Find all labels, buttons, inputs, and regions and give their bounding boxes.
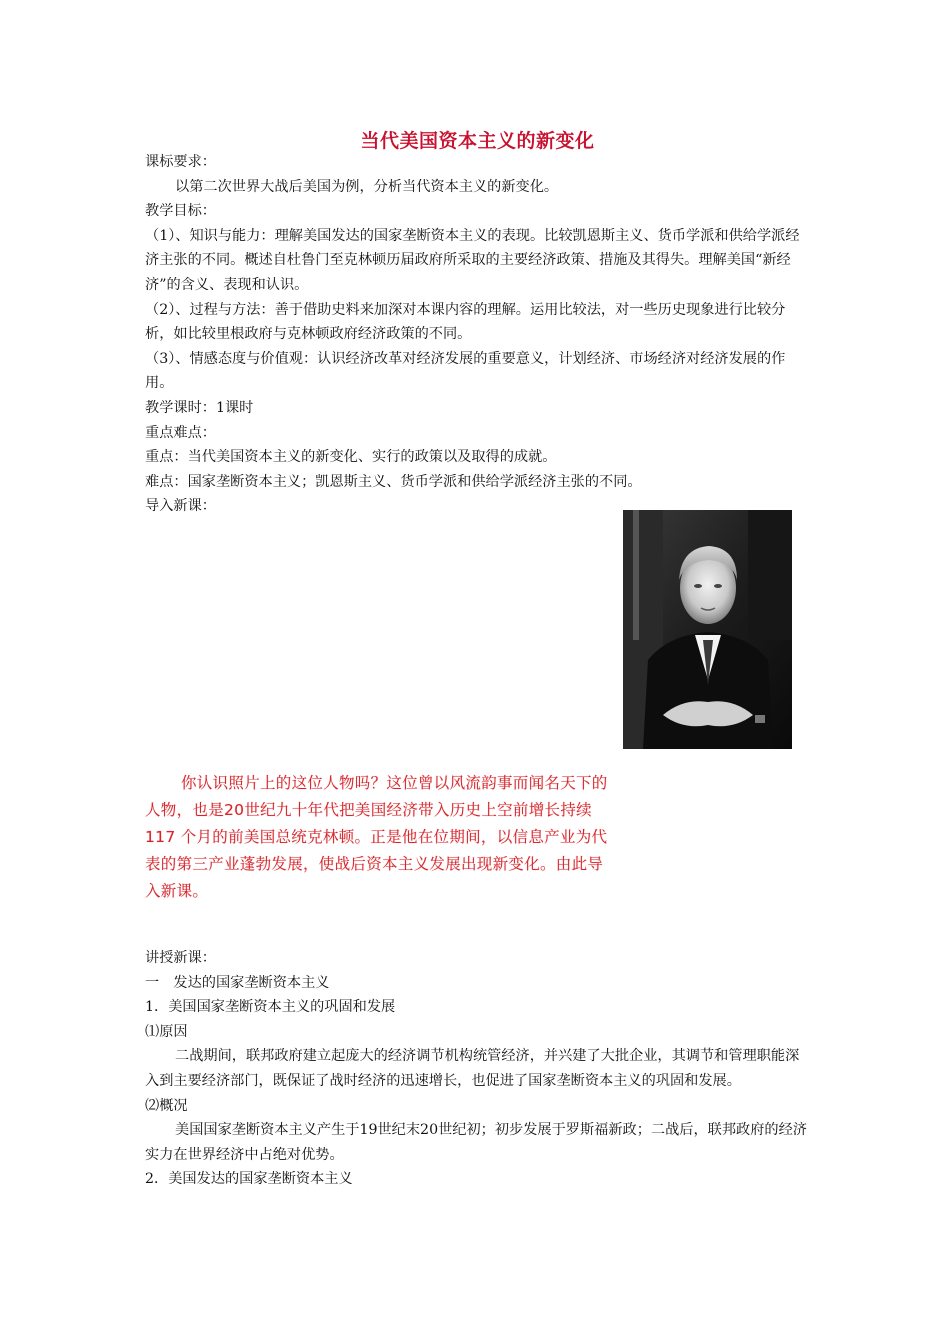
paragraph: ⑴原因 xyxy=(145,1023,188,1040)
paragraph: 导入新课： xyxy=(145,498,216,515)
document-title: 当代美国资本主义的新变化 xyxy=(360,130,595,152)
paragraph: 一 发达的国家垄断资本主义 xyxy=(145,974,330,991)
paragraph: 以第二次世界大战后美国为例，分析当代资本主义的新变化。 xyxy=(175,178,559,195)
paragraph: （1）、知识与能力：理解美国发达的国家垄断资本主义的表现。比较凯恩斯主义、货币学派和供给学派经济主张的不同。概述自杜鲁门至克林顿历届政府所采取的主要经济政策、措施及其得失。理解美国“新经济”的含义、表现和认识。 xyxy=(145,227,800,293)
paragraph: 重点：当代美国资本主义的新变化、实行的政策以及取得的成就。 xyxy=(145,449,557,466)
intro-section xyxy=(145,150,810,519)
paragraph: 2．美国发达的国家垄断资本主义 xyxy=(145,1171,353,1188)
paragraph: 难点：国家垄断资本主义；凯恩斯主义、货币学派和供给学派经济主张的不同。 xyxy=(145,473,642,490)
paragraph: 教学课时：1课时 xyxy=(145,399,254,416)
paragraph: 教学目标： xyxy=(145,203,216,220)
paragraph: 讲授新课： xyxy=(145,950,216,966)
portrait-photo xyxy=(623,510,792,749)
lesson-section xyxy=(145,946,810,1192)
paragraph: 1．美国国家垄断资本主义的巩固和发展 xyxy=(145,999,396,1016)
paragraph: 美国国家垄断资本主义产生于19世纪末20世纪初；初步发展于罗斯福新政；二战后，联邦政府的经济实力在世界经济中占绝对优势。 xyxy=(145,1122,807,1163)
paragraph: ⑵概况 xyxy=(145,1097,188,1114)
paragraph: （3）、情感态度与价值观：认识经济改革对经济发展的重要意义，计划经济、市场经济对经济发展的作用。 xyxy=(145,350,786,392)
photo-caption: 你认识照片上的这位人物吗？这位曾以风流韵事而闻名天下的人物，也是20世纪九十年代把美国经济带入历史上空前增长持续 117 个月的前美国总统克林顿。正是他在位期间，以信息产业为代表的第三产业蓬勃发展，使战后资本主义发展出现新变化。由此导入新课。 xyxy=(145,774,608,900)
paragraph: 课标要求： xyxy=(145,154,216,170)
portrait-image xyxy=(623,510,792,749)
paragraph: 二战期间，联邦政府建立起庞大的经济调节机构统管经济，并兴建了大批企业，其调节和管理职能深入到主要经济部门，既保证了战时经济的迅速增长，也促进了国家垄断资本主义的巩固和发展。 xyxy=(145,1048,800,1089)
paragraph: 重点难点： xyxy=(145,424,216,441)
paragraph: （2）、过程与方法：善于借助史料来加深对本课内容的理解。运用比较法，对一些历史现象进行比较分析，如比较里根政府与克林顿政府经济政策的不同。 xyxy=(145,301,786,343)
